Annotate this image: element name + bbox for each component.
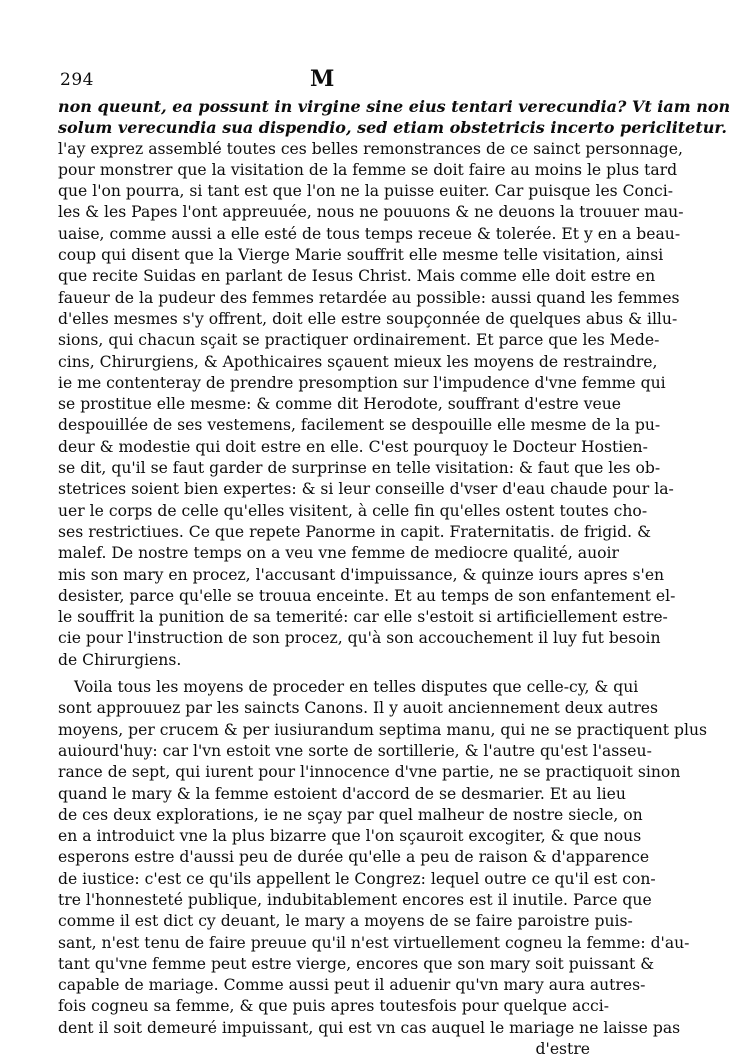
text-line: sions, qui chacun sçait se practiquer ordinairement. Et parce que les Mede-	[58, 331, 660, 350]
running-head-letter: M	[310, 66, 335, 92]
text-line: se dit, qu'il se faut garder de surprinse en telle visitation: & faut que les ob-	[58, 459, 661, 478]
text-line: esperons estre d'aussi peu de durée qu'elle a peu de raison & d'apparence	[58, 848, 650, 867]
text-line: comme il est dict cy deuant, le mary a moyens de se faire paroistre puis-	[58, 912, 633, 931]
text-line: cie pour l'instruction de son procez, qu'à son accouchement il luy fut besoin	[58, 629, 661, 648]
text-line: capable de mariage. Comme aussi peut il aduenir qu'vn mary aura autres-	[58, 976, 646, 995]
text-line: pour monstrer que la visitation de la femme se doit faire au moins le plus tard	[58, 160, 678, 179]
text-line: stetrices soient bien expertes: & si leur conseille d'vser d'eau chaude pour la-	[58, 480, 674, 499]
text-line: de Chirurgiens.	[58, 650, 182, 669]
text-line: rance de sept, qui iurent pour l'innocence d'vne partie, ne se practiquoit sinon	[58, 763, 681, 782]
text-line: que l'on pourra, si tant est que l'on ne la puisse euiter. Car puisque les Conci-	[58, 182, 673, 201]
text-line: dent il soit demeuré impuissant, qui est vn cas auquel le mariage ne laisse pas	[58, 1018, 681, 1037]
text-line: sont approuuez par les saincts Canons. Il y auoit anciennement deux autres	[58, 699, 659, 718]
page-header	[60, 66, 620, 98]
text-line: ses restrictiues. Ce que repete Panorme in capit. Fraternitatis. de frigid. &	[58, 522, 651, 541]
text-line: en a introduict vne la plus bizarre que l'on sçauroit excogiter, & que nous	[58, 827, 642, 846]
text-line: d'estre	[535, 1040, 590, 1059]
text-line: se prostitue elle mesme: & comme dit Herodote, souffrant d'estre veue	[58, 395, 621, 414]
text-line: fois cogneu sa femme, & que puis apres toutesfois pour quelque acci-	[58, 997, 609, 1016]
text-line: ie me contenteray de prendre presomption sur l'impudence d'vne femme qui	[58, 373, 666, 392]
text-line: uaise, comme aussi a elle esté de tous temps receue & tolerée. Et y en a beau-	[58, 224, 681, 243]
text-line: non queunt, ea possunt in virgine sine eius tentari verecundia? Vt iam non	[58, 97, 730, 116]
text-line: moyens, per crucem & per iusiurandum septima manu, qui ne se practiquent plus	[58, 720, 708, 739]
text-line: Voila tous les moyens de proceder en telles disputes que celle-cy, & qui	[74, 678, 639, 697]
text-line: l'ay exprez assemblé toutes ces belles remonstrances de ce sainct personnage,	[58, 139, 683, 158]
text-line: solum verecundia sua dispendio, sed etiam obstetricis incerto periclitetur.	[58, 118, 727, 138]
text-line: auiourd'huy: car l'vn estoit vne sorte de sortillerie, & l'autre qu'est l'asseu-	[58, 741, 652, 760]
text-line: le souffrit la punition de sa temerité: car elle s'estoit si artificiellement estre-	[58, 608, 668, 627]
text-line: uer le corps de celle qu'elles visitent, à celle fin qu'elles ostent toutes cho-	[58, 501, 648, 520]
text-line: que recite Suidas en parlant de Iesus Christ. Mais comme elle doit estre en	[58, 267, 656, 286]
text-line: de ces deux explorations, ie ne sçay par quel malheur de nostre siecle, on	[58, 805, 643, 824]
text-line: tant qu'vne femme peut estre vierge, encores que son mary soit puissant &	[58, 954, 655, 973]
body-text	[58, 96, 730, 1060]
text-line: despouillée de ses vestemens, facilement se despouille elle mesme de la pu-	[58, 416, 661, 435]
text-line: cins, Chirurgiens, & Apothicaires sçauent mieux les moyens de restraindre,	[58, 352, 658, 371]
text-line: desister, parce qu'elle se trouua enceinte. Et au temps de son enfantement el-	[58, 586, 676, 605]
page-number: 294	[60, 70, 94, 90]
text-line: mis son mary en procez, l'accusant d'impuissance, & quinze iours apres s'en	[58, 565, 665, 584]
text-line: malef. De nostre temps on a veu vne femme de mediocre qualité, auoir	[58, 544, 619, 563]
text-line: quand le mary & la femme estoient d'accord de se desmarier. Et au lieu	[58, 784, 626, 803]
text-line: coup qui disent que la Vierge Marie souffrit elle mesme telle visitation, ainsi	[58, 246, 664, 265]
text-line: tre l'honnesteté publique, indubitablement encores est il inutile. Parce que	[58, 890, 652, 909]
text-line: de iustice: c'est ce qu'ils appellent le Congrez: lequel outre ce qu'il est con-	[58, 869, 656, 888]
text-line: sant, n'est tenu de faire preuue qu'il n'est virtuellement cogneu la femme: d'au-	[58, 933, 690, 952]
text-line: deur & modestie qui doit estre en elle. C'est pourquoy le Docteur Hostien-	[58, 437, 648, 456]
text-line: d'elles mesmes s'y offrent, doit elle estre soupçonnée de quelques abus & illu-	[58, 309, 678, 328]
text-line: faueur de la pudeur des femmes retardée au possible: aussi quand les femmes	[58, 288, 680, 307]
text-line: les & les Papes l'ont appreuuée, nous ne pouuons & ne deuons la trouuer mau-	[58, 203, 684, 222]
